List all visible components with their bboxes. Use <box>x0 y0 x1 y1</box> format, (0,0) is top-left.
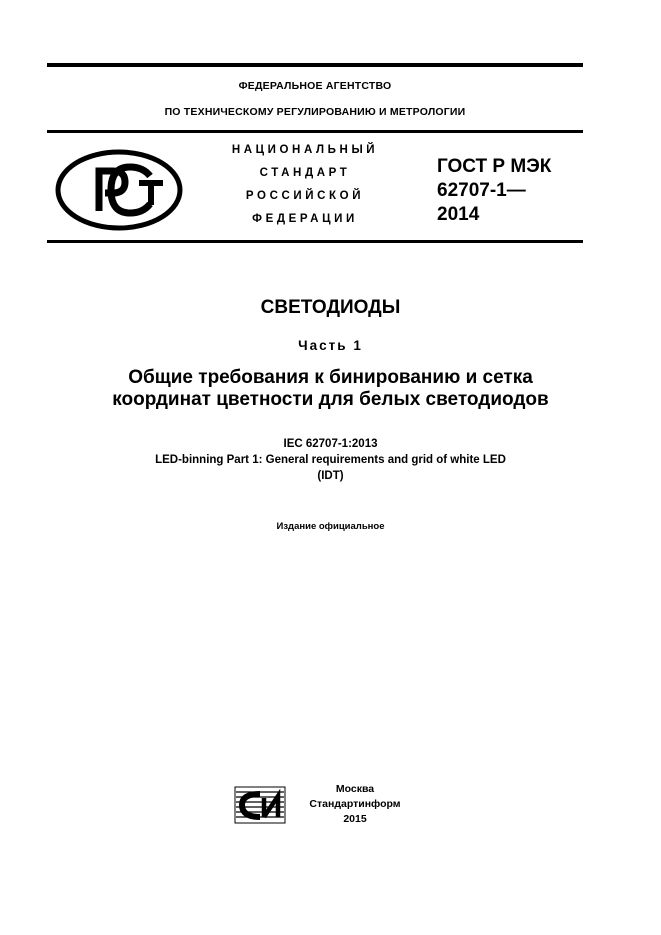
gost-line-1: ГОСТ Р МЭК <box>437 156 552 177</box>
publisher-name: Стандартинформ <box>309 798 401 810</box>
iec-number: IEC 62707-1:2013 <box>283 438 378 450</box>
document-part: Часть 1 <box>298 338 363 353</box>
iec-reference <box>0 436 661 484</box>
standard-word-2: СТАНДАРТ <box>259 167 351 179</box>
iec-idt: (IDT) <box>317 470 344 482</box>
agency-name-line1: ФЕДЕРАЛЬНОЕ АГЕНТСТВО <box>238 80 392 92</box>
standard-word-3: РОССИЙСКОЙ <box>245 190 365 202</box>
standard-word-4: ФЕДЕРАЦИИ <box>252 213 358 225</box>
top-rule <box>47 63 583 67</box>
gost-designation <box>437 155 577 227</box>
iec-title: LED-binning Part 1: General requirements and grid of white LED <box>155 454 506 466</box>
header-divider <box>47 130 583 133</box>
agency-name-line2: ПО ТЕХНИЧЕСКОМУ РЕГУЛИРОВАНИЮ И МЕТРОЛОГИИ <box>164 106 466 118</box>
gost-line-3: 2014 <box>437 204 480 225</box>
document-subtitle: Общие требования к бинированию и сетка координат цветности для белых светодиодов <box>112 367 549 410</box>
edition-note: Издание официальное <box>276 521 385 532</box>
standard-block-divider <box>47 240 583 243</box>
rst-certification-mark-icon <box>55 149 183 231</box>
standard-word-1: НАЦИОНАЛЬНЫЙ <box>231 144 379 156</box>
publication-year: 2015 <box>343 813 367 825</box>
publisher-block <box>300 782 410 827</box>
standartinform-logo-icon <box>234 786 286 824</box>
document-title: СВЕТОДИОДЫ <box>260 297 401 318</box>
gost-line-2: 62707-1— <box>437 180 526 201</box>
publisher-city: Москва <box>335 783 375 795</box>
